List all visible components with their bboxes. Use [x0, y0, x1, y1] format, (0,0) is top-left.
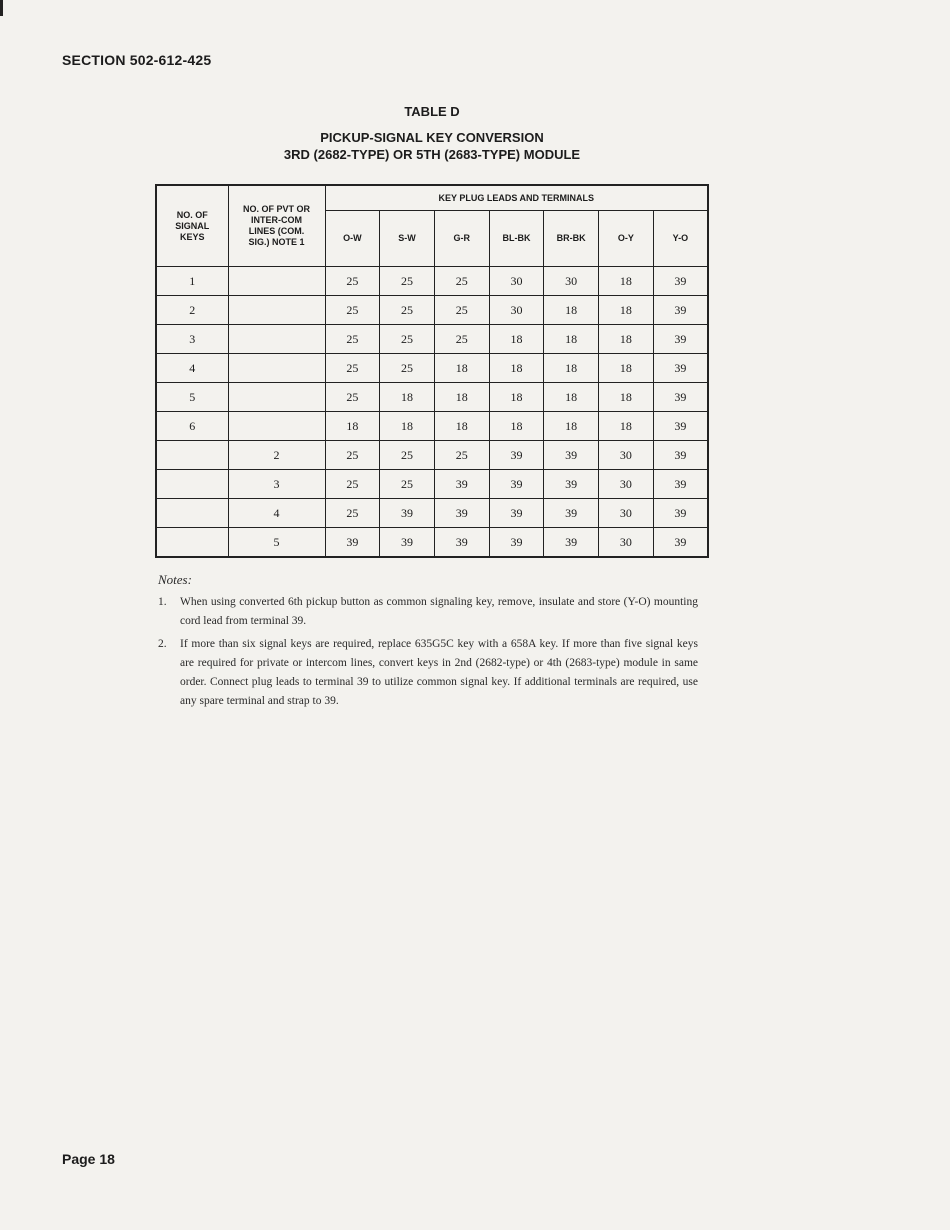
- header-lead-s-w: S-W: [380, 211, 435, 267]
- table-cell: 18: [544, 354, 599, 383]
- table-cell: 25: [325, 499, 380, 528]
- table-cell: 25: [434, 325, 489, 354]
- table-title: TABLE D: [404, 104, 460, 119]
- table-cell: [228, 383, 325, 412]
- table-cell: 39: [653, 528, 708, 558]
- table-subtitle-line2: 3RD (2682-TYPE) OR 5TH (2683-TYPE) MODULE: [283, 147, 581, 162]
- table-cell: 25: [325, 354, 380, 383]
- table-cell: 6: [156, 412, 228, 441]
- table-cell: 39: [489, 528, 544, 558]
- page-edge-mark: [0, 0, 3, 16]
- table-cell: 18: [380, 412, 435, 441]
- note-number: 1.: [158, 596, 167, 608]
- table-row: [156, 441, 708, 470]
- table-cell: 3: [156, 325, 228, 354]
- table-cell: 39: [653, 383, 708, 412]
- table-cell: 18: [599, 325, 654, 354]
- table-cell: 25: [380, 267, 435, 296]
- table-cell: 18: [599, 296, 654, 325]
- table-row: [156, 412, 708, 441]
- table-cell: 39: [434, 499, 489, 528]
- table-cell: 18: [325, 412, 380, 441]
- table-cell: [228, 412, 325, 441]
- table-cell: 39: [653, 325, 708, 354]
- conversion-table: [155, 184, 709, 558]
- table-cell: 18: [489, 354, 544, 383]
- table-cell: 18: [544, 296, 599, 325]
- table-row: [156, 499, 708, 528]
- table-cell: 39: [544, 470, 599, 499]
- header-lead-y-o: Y-O: [653, 211, 708, 267]
- header-lead-br-bk: BR-BK: [544, 211, 599, 267]
- table-row: [156, 383, 708, 412]
- table-cell: [156, 528, 228, 558]
- table-cell: 18: [544, 383, 599, 412]
- table-cell: 25: [325, 267, 380, 296]
- table-cell: 39: [325, 528, 380, 558]
- table-cell: 30: [489, 296, 544, 325]
- table-cell: 39: [544, 528, 599, 558]
- table-cell: 39: [653, 441, 708, 470]
- table-cell: 18: [599, 383, 654, 412]
- table-cell: 39: [489, 441, 544, 470]
- table-cell: 30: [489, 267, 544, 296]
- table-cell: [228, 325, 325, 354]
- table-cell: 25: [434, 441, 489, 470]
- table-cell: 18: [544, 412, 599, 441]
- note-text: When using converted 6th pickup button as common signaling key, remove, insulate and store (Y-O) mounting cord lead from terminal 39.: [180, 596, 698, 627]
- table-cell: 25: [325, 325, 380, 354]
- header-signal-keys: [156, 185, 228, 267]
- table-cell: 39: [489, 470, 544, 499]
- table-cell: 18: [489, 325, 544, 354]
- table-cell: 4: [228, 499, 325, 528]
- table-subtitle-line1: PICKUP-SIGNAL KEY CONVERSION: [320, 130, 544, 145]
- table-cell: 25: [380, 470, 435, 499]
- table-cell: 30: [599, 499, 654, 528]
- table-cell: [228, 267, 325, 296]
- note-item: [158, 593, 698, 631]
- table-cell: 39: [544, 499, 599, 528]
- note-item: [158, 635, 698, 711]
- table-row: [156, 296, 708, 325]
- table-cell: 39: [653, 470, 708, 499]
- table-cell: 39: [434, 528, 489, 558]
- table-row: [156, 325, 708, 354]
- table-cell: 4: [156, 354, 228, 383]
- table-cell: 1: [156, 267, 228, 296]
- table-cell: 39: [653, 499, 708, 528]
- table-cell: [156, 499, 228, 528]
- table-cell: 39: [380, 499, 435, 528]
- table-cell: 30: [599, 470, 654, 499]
- table-cell: 18: [489, 412, 544, 441]
- header-lead-o-w: O-W: [325, 211, 380, 267]
- table-cell: 18: [544, 325, 599, 354]
- header-lead-bl-bk: BL-BK: [489, 211, 544, 267]
- header-pvt-lines: [228, 185, 325, 267]
- table-cell: 18: [599, 412, 654, 441]
- section-header: SECTION 502-612-425: [62, 52, 212, 68]
- table-cell: 39: [653, 412, 708, 441]
- table-cell: [156, 470, 228, 499]
- table-cell: 39: [653, 354, 708, 383]
- table-cell: 18: [434, 354, 489, 383]
- table-cell: 5: [156, 383, 228, 412]
- header-signal-keys-label: NO. OF SIGNAL KEYS: [175, 209, 210, 242]
- header-pvt-lines-label: NO. OF PVT OR INTER-COM LINES (COM. SIG.) NOTE 1: [242, 204, 310, 247]
- table-cell: 3: [228, 470, 325, 499]
- table-row: [156, 267, 708, 296]
- table-cell: 25: [434, 296, 489, 325]
- table-cell: 25: [325, 296, 380, 325]
- table-cell: 39: [653, 296, 708, 325]
- table-cell: 25: [325, 470, 380, 499]
- table-cell: 18: [380, 383, 435, 412]
- notes-section: [158, 570, 698, 715]
- header-key-plug-leads: KEY PLUG LEADS AND TERMINALS: [325, 185, 708, 211]
- table-cell: 18: [489, 383, 544, 412]
- table-cell: 39: [434, 470, 489, 499]
- table-cell: 39: [544, 441, 599, 470]
- table-cell: 25: [380, 296, 435, 325]
- note-number: 2.: [158, 638, 167, 650]
- table-cell: 18: [599, 267, 654, 296]
- table-row: [156, 528, 708, 558]
- table-cell: 30: [599, 441, 654, 470]
- table-cell: 2: [156, 296, 228, 325]
- table-cell: 25: [325, 383, 380, 412]
- table-cell: 39: [653, 267, 708, 296]
- table-cell: 30: [599, 528, 654, 558]
- table-cell: 25: [325, 441, 380, 470]
- table-cell: 25: [380, 441, 435, 470]
- header-lead-g-r: G-R: [434, 211, 489, 267]
- table-cell: [228, 296, 325, 325]
- notes-heading: Notes:: [158, 572, 192, 587]
- page-number: Page 18: [62, 1151, 115, 1167]
- table-cell: 5: [228, 528, 325, 558]
- header-lead-o-y: O-Y: [599, 211, 654, 267]
- table-cell: 25: [380, 325, 435, 354]
- table-cell: 18: [434, 383, 489, 412]
- table-cell: 2: [228, 441, 325, 470]
- table-cell: [156, 441, 228, 470]
- table-cell: 30: [544, 267, 599, 296]
- note-text: If more than six signal keys are required, replace 635G5C key with a 658A key. If more than five signal keys are required for private or intercom lines, convert keys in 2nd (2682-type) or 4th (2683-type) module in same order. Connect plug leads to terminal 39 to utilize common signal key. If additional terminals are required, use any spare terminal and strap to 39.: [180, 638, 698, 707]
- table-cell: 25: [434, 267, 489, 296]
- table-row: [156, 354, 708, 383]
- table-cell: [228, 354, 325, 383]
- table-cell: 18: [434, 412, 489, 441]
- table-cell: 18: [599, 354, 654, 383]
- table-cell: 25: [380, 354, 435, 383]
- table-row: [156, 470, 708, 499]
- table-cell: 39: [380, 528, 435, 558]
- table-cell: 39: [489, 499, 544, 528]
